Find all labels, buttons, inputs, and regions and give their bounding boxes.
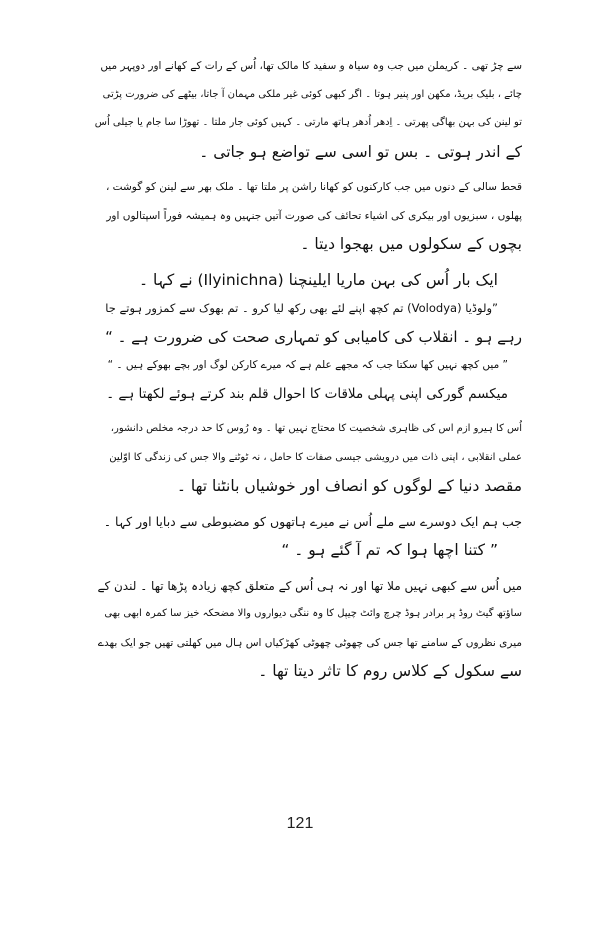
paragraph-7 <box>92 572 522 686</box>
text-line: ساؤتھ گیٹ روڈ پر برادر ہوڈ چرچ وائٹ چیپل کا وہ ننگی دیواروں والا مضحکہ خیز سا کمرہ ابھی بھی <box>104 608 522 619</box>
paragraph-5 <box>92 415 522 501</box>
text-line: جب ہم ایک دوسرے سے ملے اُس نے میرے ہاتھوں کو مضبوطی سے دبایا اور کہا ۔ <box>103 513 522 529</box>
text-line: ” میں کچھ نہیں کھا سکتا جب کہ مجھے علم ہے کہ میرے کارکن لوگ اور بچے بھوکے ہیں ۔ “ <box>107 359 508 371</box>
body-text <box>92 52 522 686</box>
paragraph-2 <box>92 173 522 259</box>
paragraph-1 <box>92 52 522 166</box>
text-line: میکسم گورکی اپنی پہلی ملاقات کا احوال قلم بند کرتے ہوئے لکھتا ہے ۔ <box>106 385 508 402</box>
text-line: عملی انقلابی ، اپنی ذات میں درویشی جیسی صفات کا حامل ، نہ ٹوٹنے والا جس کی زندگی کا اوّلین <box>109 451 522 463</box>
text-line: ” کتنا اچھا ہوا کہ تم آ گئے ہو ۔ “ <box>281 541 498 559</box>
text-line: قحط سالی کے دنوں میں جب کارکنوں کو کھانا راشن پر ملتا تھا ۔ ملک بھر سے لینن کو گوشت ، <box>105 181 522 193</box>
text-line: سے چڑ تھی ۔ کریملن میں جب وہ سیاہ و سفید کا مالک تھا، اُس کے رات کے کھانے اور دوپہر میں <box>100 60 522 72</box>
text-line: ایک بار اُس کی بہن ماریا ایلینچنا (Ilyinichna) نے کہا ۔ <box>139 270 498 289</box>
paragraph-4 <box>92 351 522 408</box>
text-line: رہے ہو ۔ انقلاب کی کامیابی کو تمہاری صحت کی ضرورت ہے ۔ “ <box>105 327 522 346</box>
text-line: ”ولوڈیا (Volodya) تم کچھ اپنے لئے بھی رکھ لیا کرو ۔ تم بھوک سے کمزور ہوتے جا <box>105 301 498 315</box>
text-line: مقصد دنیا کے لوگوں کو انصاف اور خوشیاں بانٹنا تھا ۔ <box>176 477 522 495</box>
text-line: اُس کا ہیرو ازم اس کی ظاہری شخصیت کا محتاج نہیں تھا ۔ وہ رُوس کا حد درجہ مخلص دانشور، <box>110 423 522 434</box>
text-line: تو لینن کی بہن بھاگی پھرتی ۔ اِدھر اُدھر ہاتھ مارتی ۔ کہیں کوئی جار ملتا ۔ تھوڑا سا جام یا جیلی اُس <box>94 117 522 128</box>
paragraph-3 <box>92 266 522 352</box>
text-line: کے اندر ہوتی ۔ بس تو اسی سے تواضع ہو جاتی ۔ <box>199 142 522 161</box>
paragraph-6 <box>92 508 522 565</box>
text-line: بچوں کے سکولوں میں بھجوا دیتا ۔ <box>300 235 522 253</box>
text-line: پھلوں ، سبزیوں اور بیکری کی اشیاء تحائف کی صورت آتیں جنہیں وہ ہمیشہ فوراً اسپتالوں اور <box>106 209 522 222</box>
text-line: میں اُس سے کبھی نہیں ملا تھا اور نہ ہی اُس کے متعلق کچھ زیادہ پڑھا تھا ۔ لندن کے <box>97 578 522 593</box>
page-number: 121 <box>286 815 314 832</box>
text-line: میری نظروں کے سامنے تھا جس کی چھوٹی چھوٹی کھڑکیاں اس ہال میں کھلتی تھیں جو ایک بھدے <box>97 636 522 649</box>
text-line: سے سکول کے کلاس روم کا تاثر دیتا تھا ۔ <box>258 662 522 680</box>
text-line: چائے ، بلیک بریڈ، مکھن اور پنیر ہوتا ۔ اگر کبھی کوئی غیر ملکی مہمان آ جاتا، بیٹھے کی ضرورت پڑتی <box>102 88 522 100</box>
